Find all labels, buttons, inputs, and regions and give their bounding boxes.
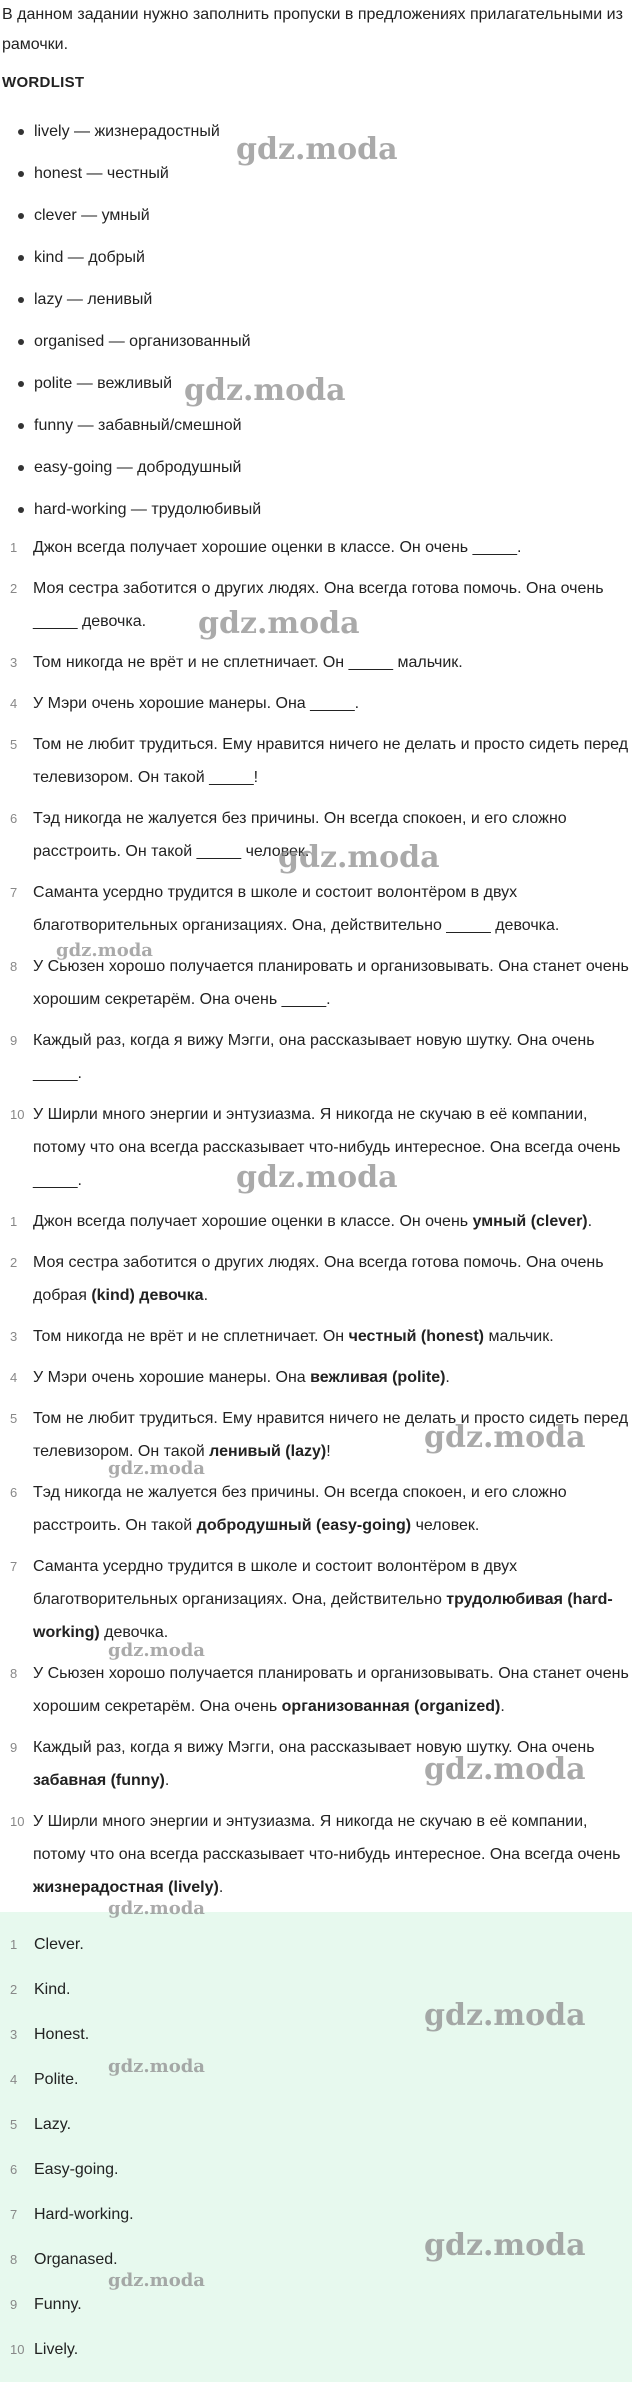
translation-text: . bbox=[445, 1369, 450, 1386]
translation-number: 1 bbox=[10, 1214, 18, 1229]
answer-item bbox=[0, 2237, 632, 2282]
answer-number: 9 bbox=[10, 2297, 18, 2312]
answer-item bbox=[0, 2147, 632, 2192]
watermark: gdz.moda bbox=[108, 1898, 205, 1919]
translation-answer: трудолюбивая (hard-working) bbox=[33, 1591, 613, 1641]
wordlist-item: funny — забавный/смешной bbox=[18, 405, 632, 447]
translation-answer: добродушный (easy-going) bbox=[196, 1517, 412, 1534]
watermark: gdz.moda bbox=[56, 940, 153, 961]
answers-list bbox=[0, 1922, 632, 2372]
watermark: gdz.moda bbox=[424, 1420, 586, 1455]
task-number: 7 bbox=[10, 885, 18, 900]
translation-answer: вежливая (polite) bbox=[310, 1369, 446, 1386]
task-text: Саманта усердно трудится в школе и состоит волонтёром в двух благотворительных организациях. Она, действительно _____ девочка. bbox=[33, 884, 560, 934]
answer-number: 8 bbox=[10, 2252, 18, 2267]
answer-item bbox=[0, 2282, 632, 2327]
watermark: gdz.moda bbox=[424, 1998, 586, 2033]
answer-item bbox=[0, 2102, 632, 2147]
task-text: Том не любит трудиться. Ему нравится ничего не делать и просто сидеть перед телевизором. Он такой _____! bbox=[33, 736, 629, 786]
answer-number: 2 bbox=[10, 1982, 18, 1997]
translation-text: . bbox=[203, 1287, 209, 1304]
translation-text: . bbox=[587, 1213, 593, 1230]
task-number: 2 bbox=[10, 581, 18, 596]
task-number: 3 bbox=[10, 655, 18, 670]
task-text: Моя сестра заботится о других людях. Она всегда готова помочь. Она очень _____ девочка. bbox=[33, 580, 604, 630]
translation-answer: ленивый (lazy) bbox=[209, 1443, 327, 1460]
translation-number: 8 bbox=[10, 1666, 18, 1681]
answer-text: Kind. bbox=[34, 1981, 71, 1998]
translation-item bbox=[0, 1402, 632, 1468]
translation-text: Тэд никогда не жалуется без причины. Он всегда спокоен, и его сложно расстроить. Он такой bbox=[33, 1484, 567, 1534]
translation-item bbox=[0, 1476, 632, 1542]
intro-text: В данном задании нужно заполнить пропуски в предложениях прилагательными из рамочки. bbox=[2, 6, 623, 53]
translation-number: 2 bbox=[10, 1255, 18, 1270]
task-item bbox=[0, 1098, 632, 1197]
answer-text: Lively. bbox=[34, 2341, 79, 2358]
watermark: gdz.moda bbox=[108, 2270, 205, 2291]
task-item bbox=[0, 1024, 632, 1090]
watermark: gdz.moda bbox=[424, 2228, 586, 2263]
translation-item bbox=[0, 1731, 632, 1797]
wordlist-item: honest — честный bbox=[18, 153, 632, 195]
wordlist-item: hard-working — трудолюбивый bbox=[18, 489, 632, 531]
translation-item bbox=[0, 1657, 632, 1723]
translation-number: 4 bbox=[10, 1370, 18, 1385]
translation-answer: забавная (funny) bbox=[33, 1772, 165, 1789]
translation-text: Саманта усердно трудится в школе и состоит волонтёром в двух благотворительных организациях. Она, действительно bbox=[33, 1558, 518, 1608]
answer-item bbox=[0, 1967, 632, 2012]
task-number: 1 bbox=[10, 540, 18, 555]
wordlist-item: easy-going — добродушный bbox=[18, 447, 632, 489]
translation-number: 10 bbox=[10, 1814, 25, 1829]
translation-text: Том никогда не врёт и не сплетничает. Он bbox=[33, 1328, 349, 1345]
answers-block bbox=[0, 1912, 632, 2382]
task-item bbox=[0, 572, 632, 638]
translation-number: 6 bbox=[10, 1485, 18, 1500]
task-number: 6 bbox=[10, 811, 18, 826]
translation-text: У Ширли много энергии и энтузиазма. Я никогда не скучаю в её компании, потому что она всегда рассказывает что-нибудь интересное. Она всегда очень bbox=[33, 1813, 621, 1863]
translation-number: 7 bbox=[10, 1559, 18, 1574]
wordlist-item: kind — добрый bbox=[18, 237, 632, 279]
translation-text: ! bbox=[326, 1443, 331, 1460]
task-item bbox=[0, 531, 632, 564]
translation-text: Том не любит трудиться. Ему нравится ничего не делать и просто сидеть перед телевизором. Он такой bbox=[33, 1410, 629, 1460]
task-item bbox=[0, 950, 632, 1016]
task-number: 5 bbox=[10, 737, 18, 752]
answer-number: 1 bbox=[10, 1937, 18, 1952]
watermark: gdz.moda bbox=[198, 606, 360, 641]
answer-item bbox=[0, 2327, 632, 2372]
answer-number: 5 bbox=[10, 2117, 18, 2132]
wordlist-item: organised — организованный bbox=[18, 321, 632, 363]
translation-answer: честный (honest) bbox=[348, 1328, 484, 1345]
wordlist-title: WORDLIST bbox=[2, 74, 85, 91]
task-text: Тэд никогда не жалуется без причины. Он всегда спокоен, и его сложно расстроить. Он такой _____ человек. bbox=[33, 810, 567, 860]
task-text: У Мэри очень хорошие манеры. Она _____. bbox=[33, 695, 360, 712]
task-text: У Сьюзен хорошо получается планировать и организовывать. Она станет очень хорошим секретарём. Она очень _____. bbox=[33, 958, 629, 1008]
wordlist-item: clever — умный bbox=[18, 195, 632, 237]
task-list bbox=[0, 531, 632, 1197]
translation-text: Джон всегда получает хорошие оценки в классе. Он очень bbox=[33, 1213, 473, 1230]
task-text: Каждый раз, когда я вижу Мэгги, она рассказывает новую шутку. Она очень _____. bbox=[33, 1032, 595, 1082]
answer-text: Clever. bbox=[34, 1936, 84, 1953]
translation-number: 9 bbox=[10, 1740, 18, 1755]
wordlist-item: lazy — ленивый bbox=[18, 279, 632, 321]
translation-item bbox=[0, 1550, 632, 1649]
translation-answer: умный (clever) bbox=[472, 1213, 588, 1230]
translation-list bbox=[0, 1205, 632, 1904]
task-number: 4 bbox=[10, 696, 18, 711]
answer-item bbox=[0, 2012, 632, 2057]
answer-text: Easy-going. bbox=[34, 2161, 119, 2178]
watermark: gdz.moda bbox=[184, 373, 346, 408]
task-item bbox=[0, 728, 632, 794]
answer-number: 3 bbox=[10, 2027, 18, 2042]
translation-number: 3 bbox=[10, 1329, 18, 1344]
watermark: gdz.moda bbox=[108, 1640, 205, 1661]
translation-item bbox=[0, 1805, 632, 1904]
translation-text: . bbox=[500, 1698, 505, 1715]
translation-item bbox=[0, 1361, 632, 1394]
watermark: gdz.moda bbox=[236, 132, 398, 167]
answer-text: Honest. bbox=[34, 2026, 90, 2043]
task-text: Том никогда не врёт и не сплетничает. Он _____ мальчик. bbox=[33, 654, 463, 671]
translation-answer: организованная (organized) bbox=[281, 1698, 501, 1715]
task-number: 10 bbox=[10, 1107, 25, 1122]
watermark: gdz.moda bbox=[108, 1458, 205, 1479]
answer-text: Polite. bbox=[34, 2071, 79, 2088]
answer-number: 4 bbox=[10, 2072, 18, 2087]
wordlist-item: polite — вежливый bbox=[18, 363, 632, 405]
task-item bbox=[0, 876, 632, 942]
wordlist bbox=[0, 111, 632, 531]
translation-number: 5 bbox=[10, 1411, 18, 1426]
answer-text: Hard-working. bbox=[34, 2206, 134, 2223]
translation-item bbox=[0, 1205, 632, 1238]
translation-text: девочка. bbox=[99, 1624, 169, 1641]
task-item bbox=[0, 646, 632, 679]
task-text: Джон всегда получает хорошие оценки в классе. Он очень _____. bbox=[33, 539, 522, 556]
translation-text: У Сьюзен хорошо получается планировать и организовывать. Она станет очень хорошим секретарём. Она очень bbox=[33, 1665, 629, 1715]
translation-text: Моя сестра заботится о других людях. Она всегда готова помочь. Она очень добрая bbox=[33, 1254, 604, 1304]
task-item bbox=[0, 687, 632, 720]
task-item bbox=[0, 802, 632, 868]
wordlist-item: lively — жизнерадостный bbox=[18, 111, 632, 153]
translation-answer: (kind) девочка bbox=[91, 1287, 204, 1304]
task-text: У Ширли много энергии и энтузиазма. Я никогда не скучаю в её компании, потому что она всегда рассказывает что-нибудь интересное. Она всегда очень _____. bbox=[33, 1106, 621, 1189]
answer-item bbox=[0, 1922, 632, 1967]
watermark: gdz.moda bbox=[278, 840, 440, 875]
watermark: gdz.moda bbox=[236, 1160, 398, 1195]
translation-text: . bbox=[164, 1772, 170, 1789]
answer-text: Funny. bbox=[34, 2296, 82, 2313]
translation-text: мальчик. bbox=[484, 1328, 554, 1345]
answer-text: Organased. bbox=[34, 2251, 118, 2268]
answer-text: Lazy. bbox=[34, 2116, 72, 2133]
translation-text: У Мэри очень хорошие манеры. Она bbox=[33, 1369, 311, 1386]
translation-item bbox=[0, 1246, 632, 1312]
watermark: gdz.moda bbox=[424, 1752, 586, 1787]
translation-answer: жизнерадостная (lively) bbox=[33, 1879, 219, 1896]
watermark: gdz.moda bbox=[108, 2056, 205, 2077]
task-number: 8 bbox=[10, 959, 18, 974]
answer-number: 7 bbox=[10, 2207, 18, 2222]
translation-item bbox=[0, 1320, 632, 1353]
translation-text: . bbox=[218, 1879, 224, 1896]
task-number: 9 bbox=[10, 1033, 18, 1048]
answer-number: 6 bbox=[10, 2162, 18, 2177]
answer-item bbox=[0, 2192, 632, 2237]
answer-number: 10 bbox=[10, 2342, 25, 2357]
answer-item bbox=[0, 2057, 632, 2102]
translation-text: Каждый раз, когда я вижу Мэгги, она рассказывает новую шутку. Она очень bbox=[33, 1739, 595, 1756]
translation-text: человек. bbox=[411, 1517, 480, 1534]
